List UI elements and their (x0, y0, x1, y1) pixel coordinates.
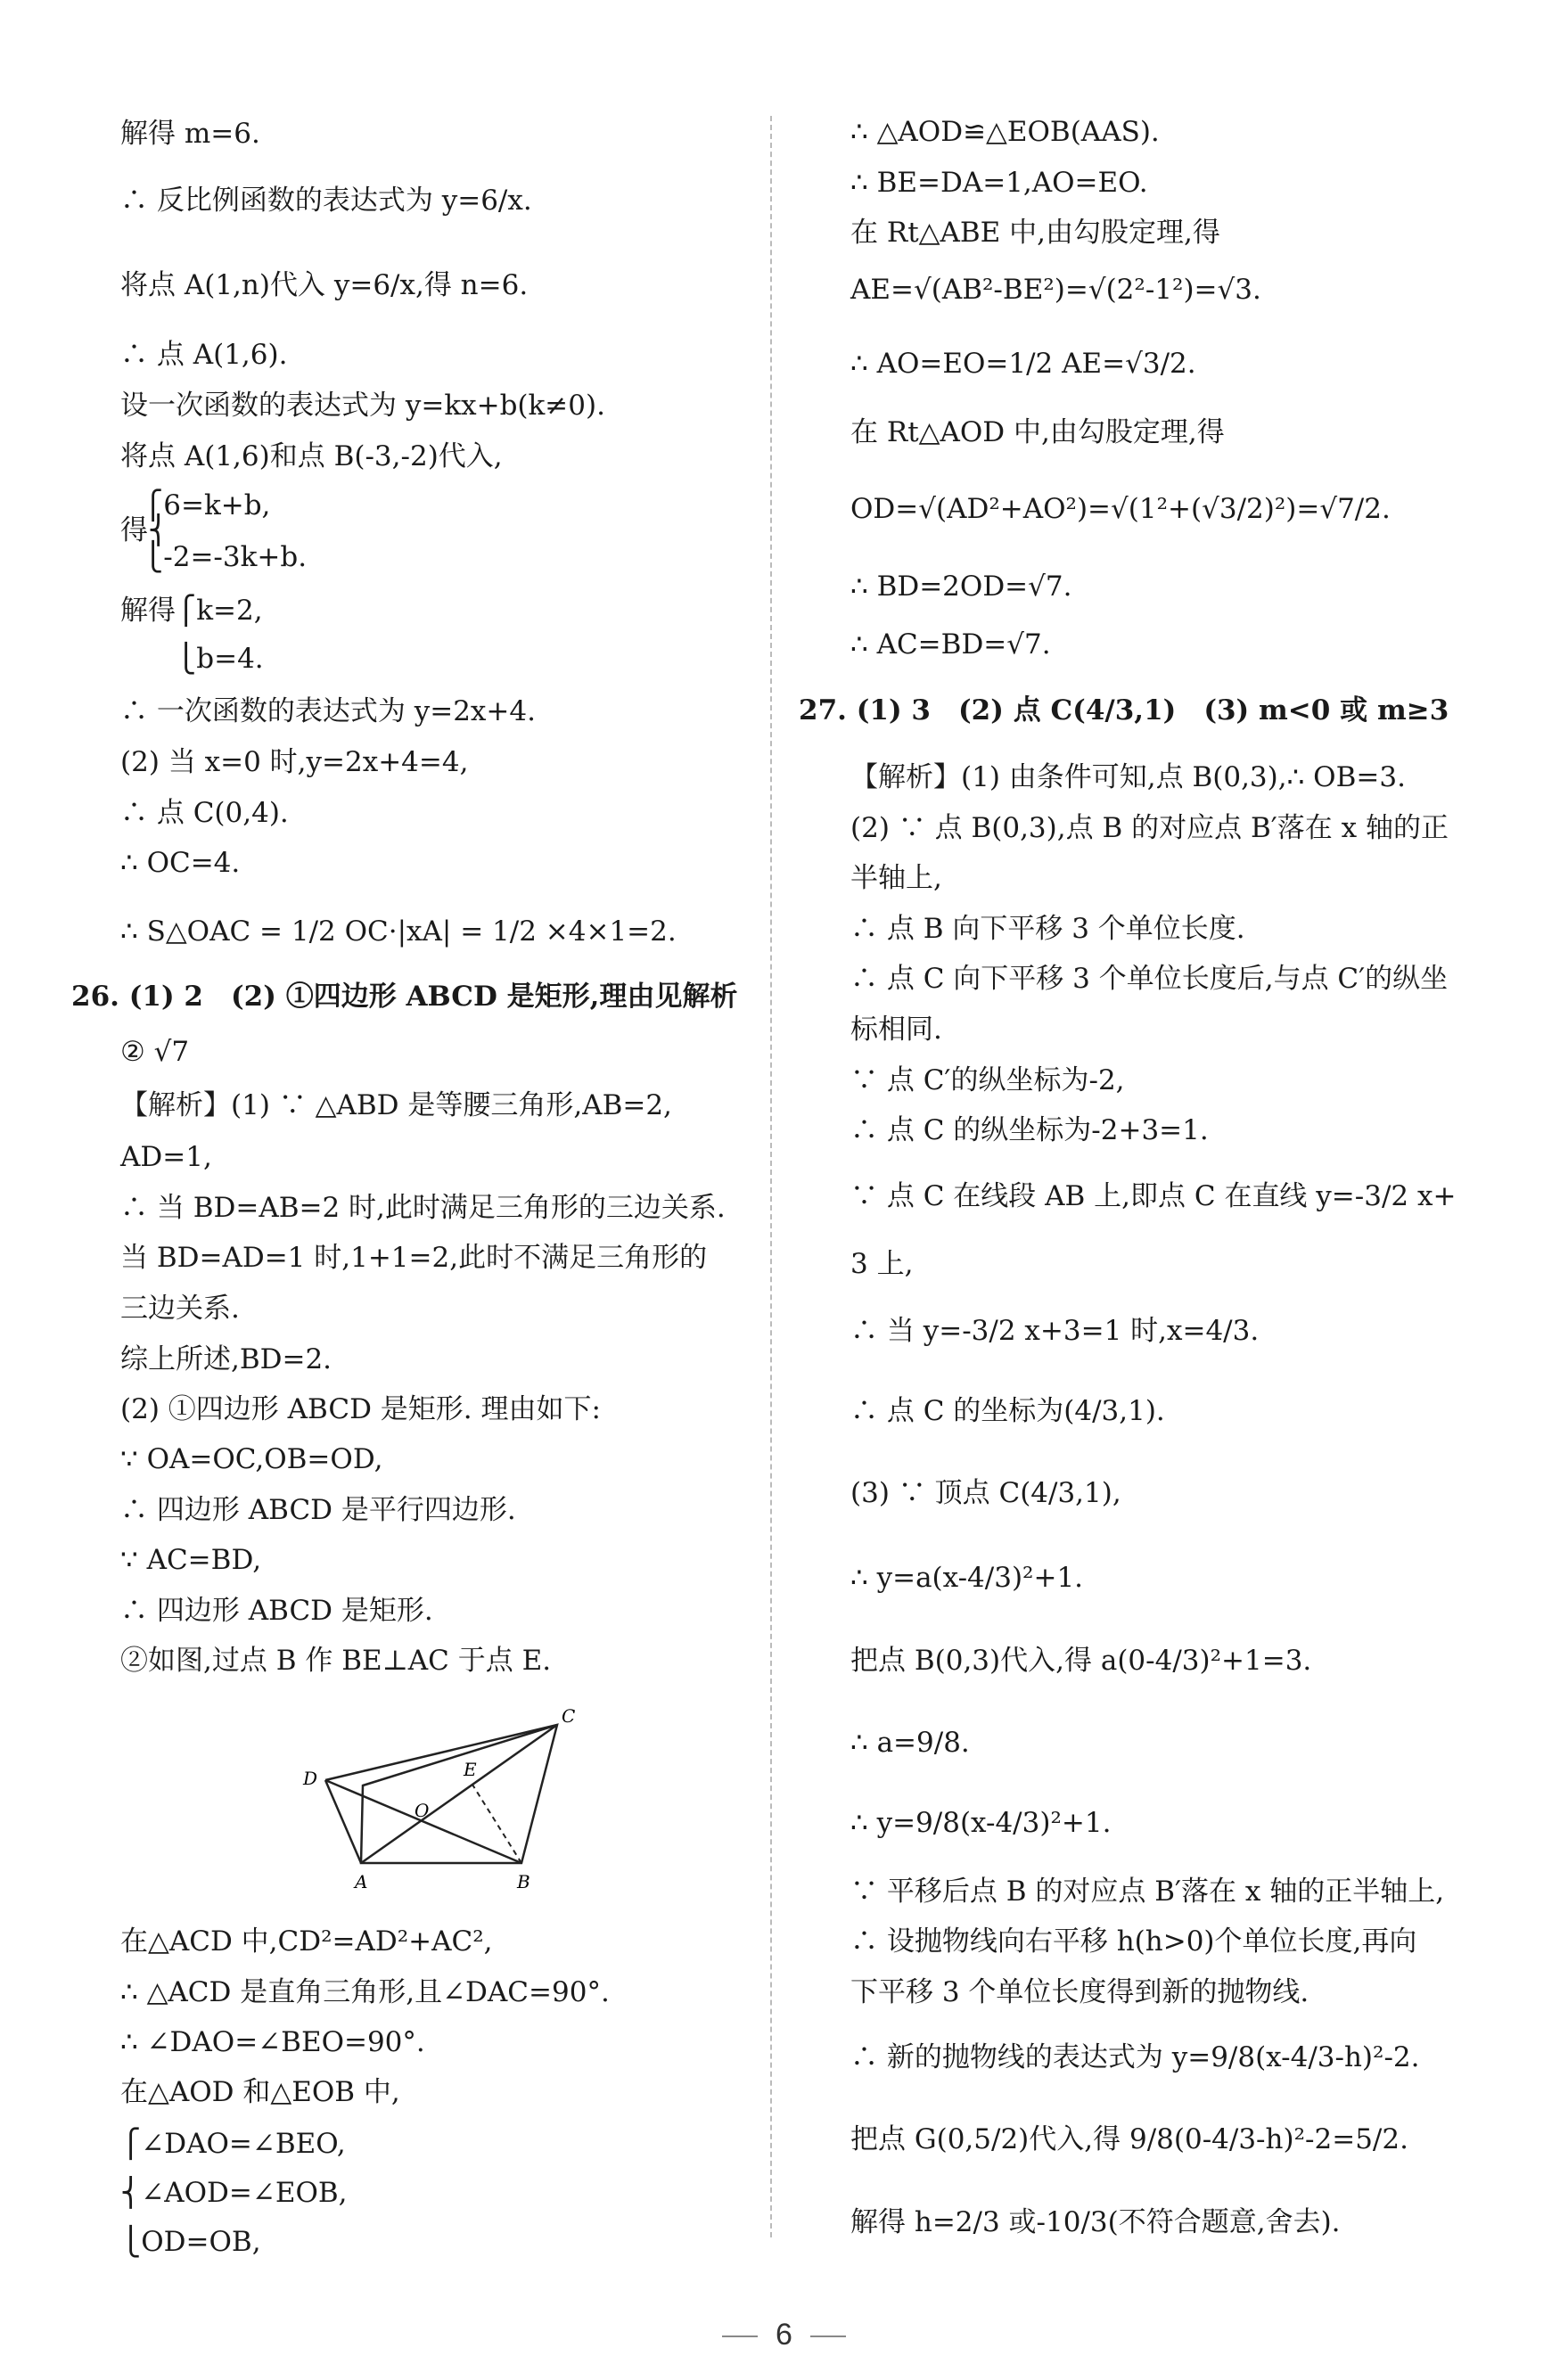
page-number-dash-left (722, 2335, 758, 2337)
label-e: E (464, 1759, 477, 1780)
text-line: ∵ OA=OC,OB=OD, (120, 1443, 383, 1475)
text-line: ∵ 点 C 在线段 AB 上,即点 C 在直线 y=-3/2 x+ (850, 1180, 1457, 1212)
text-line: ∴ S△OAC = 1/2 OC·|xA| = 1/2 ×4×1=2. (120, 915, 677, 948)
text-line: ∴ 四边形 ABCD 是矩形. (120, 1595, 433, 1627)
text-line: ∴ 新的抛物线的表达式为 y=9/8(x-4/3-h)²-2. (850, 2041, 1420, 2073)
text-line: 标相同. (850, 1014, 942, 1046)
label-o: O (415, 1800, 430, 1821)
text-line: ∴ 点 A(1,6). (120, 339, 288, 371)
text-line: 解得⎧k=2, (120, 595, 263, 627)
text-line: ⎨∠AOD=∠EOB, (120, 2177, 348, 2209)
text-line: ∴ 点 C(0,4). (120, 797, 289, 829)
text-line: 三边关系. (120, 1293, 240, 1325)
text-line: ∴ AO=EO=1/2 AE=√3/2. (850, 348, 1196, 380)
text-line: ⎩b=4. (120, 643, 264, 675)
text-line: ∴ BE=DA=1,AO=EO. (850, 167, 1148, 199)
text-line: 下平移 3 个单位长度得到新的抛物线. (850, 1976, 1309, 2008)
text-line: 在△ACD 中,CD²=AD²+AC², (120, 1925, 493, 1958)
analysis-heading: 【解析】(1) 由条件可知,点 B(0,3),∴ OB=3. (850, 761, 1406, 793)
text-line: ∴ △AOD≌△EOB(AAS). (850, 116, 1160, 148)
text-line: ∵ 点 C′的纵坐标为-2, (850, 1064, 1125, 1096)
text-line: ∴ OC=4. (120, 847, 241, 879)
text-line: 半轴上, (850, 862, 942, 894)
text-line: ∴ y=9/8(x-4/3)²+1. (850, 1807, 1112, 1839)
text-line: ⎩OD=OB, (120, 2226, 261, 2258)
text-line: ∴ 点 C 的坐标为(4/3,1). (850, 1395, 1165, 1427)
left-column (0, 0, 770, 2356)
label-b: B (517, 1871, 530, 1892)
analysis-heading: 【解析】(1) ∵ △ABD 是等腰三角形,AB=2, (120, 1089, 672, 1121)
text-line: ∴ 设抛物线向右平移 h(h>0)个单位长度,再向 (850, 1925, 1417, 1958)
text-line: 在 Rt△AOD 中,由勾股定理,得 (850, 416, 1225, 448)
text-line: ②如图,过点 B 作 BE⊥AC 于点 E. (120, 1645, 552, 1677)
text-line: ∴ 反比例函数的表达式为 y=6/x. (120, 185, 532, 217)
question-26-answer: 26. (1) 2 (2) ①四边形 ABCD 是矩形,理由见解析 (71, 981, 738, 1013)
text-line: ∴ ∠DAO=∠BEO=90°. (120, 2026, 425, 2058)
text-line: 得⎨ (120, 514, 169, 546)
text-line: ∴ 点 C 的纵坐标为-2+3=1. (850, 1114, 1209, 1146)
text-line: ∴ 点 C 向下平移 3 个单位长度后,与点 C′的纵坐 (850, 963, 1449, 995)
text-line: ∵ AC=BD, (120, 1544, 262, 1576)
text-line: 解得 m=6. (120, 118, 260, 150)
text-line: ② √7 (120, 1036, 190, 1068)
text-line: 在△AOD 和△EOB 中, (120, 2076, 400, 2108)
text-line: OD=√(AD²+AO²)=√(1²+(√3/2)²)=√7/2. (850, 493, 1391, 525)
text-line: ∴ 四边形 ABCD 是平行四边形. (120, 1494, 516, 1526)
text-line: 将点 A(1,n)代入 y=6/x,得 n=6. (120, 269, 529, 301)
text-line: 将点 A(1,6)和点 B(-3,-2)代入, (120, 440, 503, 472)
question-27-answer: 27. (1) 3 (2) 点 C(4/3,1) (3) m<0 或 m≥3 (799, 694, 1449, 727)
label-c: C (562, 1705, 576, 1727)
side-dc (325, 1725, 557, 1780)
text-line: ∴ 当 BD=AB=2 时,此时满足三角形的三边关系. (120, 1192, 726, 1224)
page-number (0, 2318, 1568, 2352)
text-line: 在 Rt△ABE 中,由勾股定理,得 (850, 217, 1220, 249)
text-line: ⎧6=k+b, (143, 489, 271, 521)
text-line: 3 上, (850, 1248, 914, 1280)
text-line: (2) ∵ 点 B(0,3),点 B 的对应点 B′落在 x 轴的正 (850, 812, 1449, 844)
text-line: ∴ 点 B 向下平移 3 个单位长度. (850, 913, 1245, 945)
text-line: ∴ y=a(x-4/3)²+1. (850, 1562, 1084, 1594)
text-line: ∴ a=9/8. (850, 1727, 970, 1759)
text-line: (3) ∵ 顶点 C(4/3,1), (850, 1477, 1121, 1509)
segment-be (472, 1785, 521, 1863)
text-line: AE=√(AB²-BE²)=√(2²-1²)=√3. (850, 274, 1261, 306)
text-line: (2) 当 x=0 时,y=2x+4=4, (120, 746, 469, 778)
text-line: 综上所述,BD=2. (120, 1343, 332, 1375)
text-line: ∴ △ACD 是直角三角形,且∠DAC=90°. (120, 1976, 610, 2008)
text-line: ∴ AC=BD=√7. (850, 628, 1051, 661)
text-line: 设一次函数的表达式为 y=kx+b(k≠0). (120, 390, 605, 422)
label-a: A (355, 1871, 368, 1892)
text-line: ∴ 一次函数的表达式为 y=2x+4. (120, 695, 536, 727)
text-line: 把点 B(0,3)代入,得 a(0-4/3)²+1=3. (850, 1645, 1312, 1677)
geometry-figure (294, 1703, 615, 1908)
text-line: AD=1, (120, 1141, 212, 1173)
text-line: ∴ 当 y=-3/2 x+3=1 时,x=4/3. (850, 1315, 1260, 1347)
text-line: ∴ BD=2OD=√7. (850, 571, 1072, 603)
label-d: D (303, 1768, 318, 1789)
text-line: ⎧∠DAO=∠BEO, (120, 2128, 346, 2160)
right-column (772, 0, 1568, 2356)
text-line: 把点 G(0,5/2)代入,得 9/8(0-4/3-h)²-2=5/2. (850, 2123, 1408, 2155)
text-line: ⎩-2=-3k+b. (143, 541, 308, 573)
page-number-value: 6 (776, 2318, 792, 2352)
text-line: 当 BD=AD=1 时,1+1=2,此时不满足三角形的 (120, 1242, 708, 1274)
text-line: ∵ 平移后点 B 的对应点 B′落在 x 轴的正半轴上, (850, 1876, 1445, 1908)
text-line: 解得 h=2/3 或-10/3(不符合题意,舍去). (850, 2206, 1341, 2238)
text-line: (2) ①四边形 ABCD 是矩形. 理由如下: (120, 1393, 601, 1425)
page-number-dash-right (810, 2335, 846, 2337)
